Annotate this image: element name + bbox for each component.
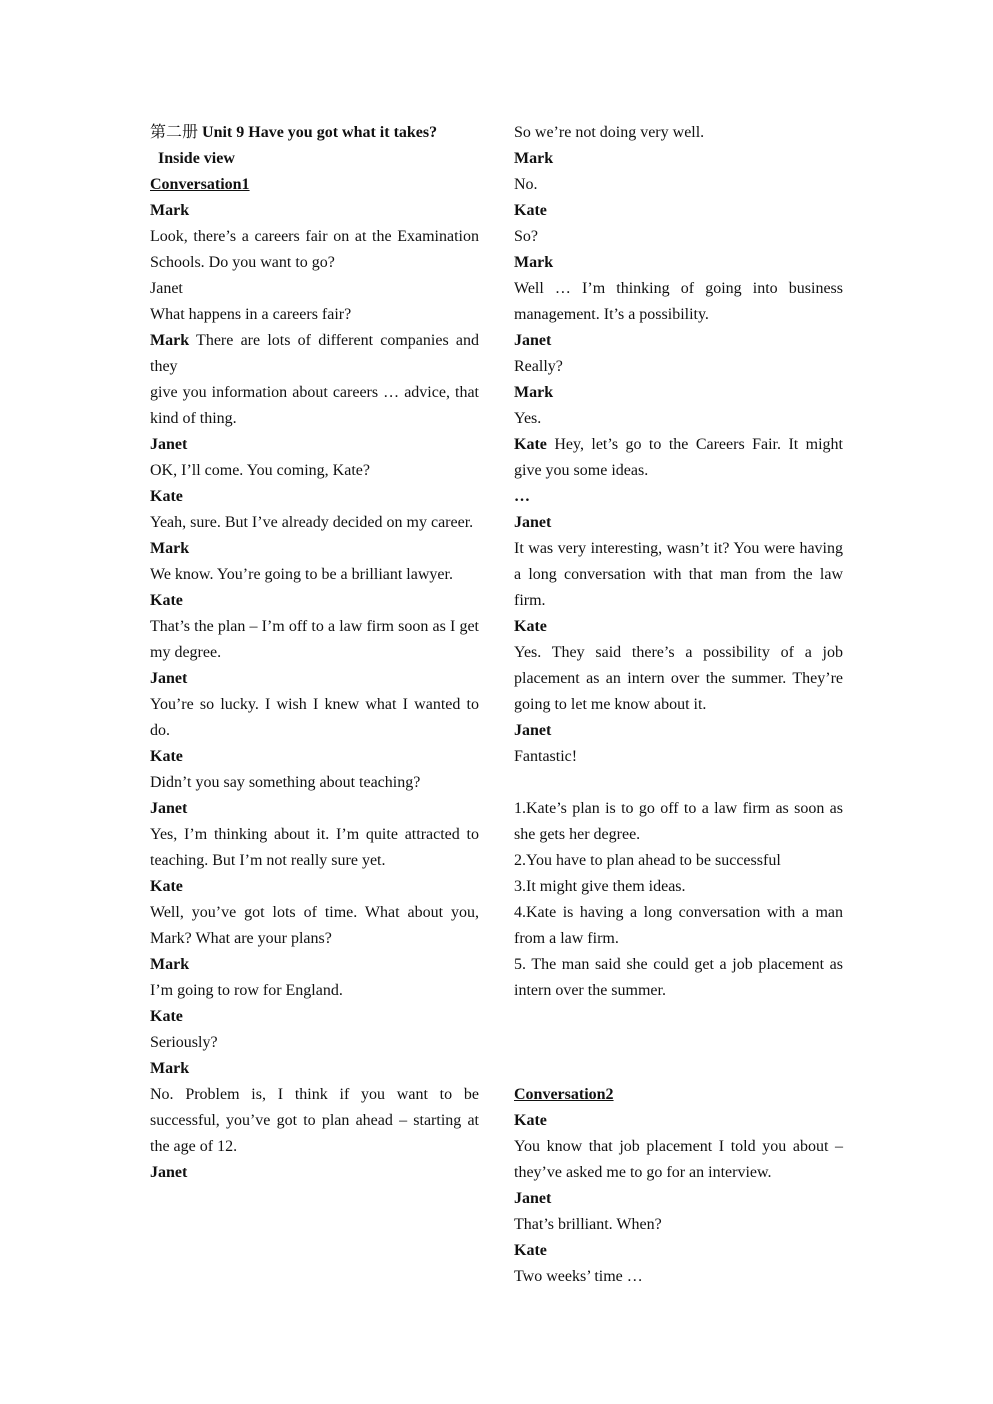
spacer: [514, 1004, 843, 1056]
speaker-name: Kate: [514, 618, 547, 635]
dialogue-text: That’s the plan – I’m off to a law firm soon as I get my degree.: [150, 618, 479, 661]
speaker-name: Mark: [514, 254, 554, 271]
speaker-name: Janet: [150, 670, 188, 687]
speaker-name: Kate: [150, 1008, 183, 1025]
speaker-name: Janet: [150, 800, 188, 817]
dialogue-text: Yes.: [514, 410, 542, 427]
dialogue-text: You know that job placement I told you about – they’ve asked me to go for an interview.: [514, 1138, 843, 1181]
speaker-name: Janet: [514, 514, 552, 531]
dialogue-text: There are lots of different companies and they: [150, 332, 479, 375]
speaker-name: …: [514, 488, 530, 505]
statement-item: 5. The man said she could get a job placement as intern over the summer.: [514, 956, 843, 999]
unit-title: Unit 9 Have you got what it takes?: [202, 124, 438, 141]
speaker-name: Mark: [150, 1060, 190, 1077]
speaker-name: Kate: [514, 1112, 547, 1129]
statement-list: [514, 796, 843, 1004]
conversation2-dialogue: [514, 1108, 843, 1290]
spacer: [514, 1056, 843, 1082]
speaker-name: Kate: [150, 592, 183, 609]
right-column: [514, 120, 843, 1290]
dialogue-text: Yeah, sure. But I’ve already decided on my career.: [150, 514, 474, 531]
speaker-name: Kate: [150, 748, 183, 765]
conversation1-right-dialogue: [514, 120, 843, 770]
speaker-name: Kate: [514, 202, 547, 219]
dialogue-text: Two weeks’ time …: [514, 1268, 643, 1285]
speaker-name: Janet: [514, 722, 552, 739]
speaker-name: Janet: [150, 436, 188, 453]
dialogue-text: Fantastic!: [514, 748, 578, 765]
speaker-name: Kate: [514, 436, 547, 453]
dialogue-text: We know. You’re going to be a brilliant lawyer.: [150, 566, 453, 583]
conversation1-heading: Conversation1: [150, 176, 250, 193]
statement-item: 2.You have to plan ahead to be successful: [514, 852, 781, 869]
dialogue-text: So?: [514, 228, 538, 245]
speaker-name: Mark: [150, 956, 190, 973]
dialogue-text: What happens in a careers fair?: [150, 306, 352, 323]
dialogue-text: give you information about careers … advice, that kind of thing.: [150, 384, 479, 427]
dialogue-line: [514, 432, 843, 484]
dialogue-text: Well, you’ve got lots of time. What about you, Mark? What are your plans?: [150, 904, 479, 947]
conversation1-left-dialogue: [150, 198, 479, 1186]
speaker-name: Mark: [150, 332, 190, 349]
dialogue-text: That’s brilliant. When?: [514, 1216, 662, 1233]
speaker-name: Mark: [514, 150, 554, 167]
dialogue-text: No.: [514, 176, 538, 193]
speaker-name: Janet: [150, 280, 183, 297]
dialogue-text: OK, I’ll come. You coming, Kate?: [150, 462, 370, 479]
dialogue-text: So we’re not doing very well.: [514, 124, 705, 141]
dialogue-text: Well … I’m thinking of going into business management. It’s a possibility.: [514, 280, 843, 323]
dialogue-text: It was very interesting, wasn’t it? You were having a long conversation with that man from the law firm.: [514, 540, 843, 609]
dialogue-text: Didn’t you say something about teaching?: [150, 774, 421, 791]
speaker-name: Kate: [150, 878, 183, 895]
dialogue-line: [150, 328, 479, 380]
page-title: [150, 120, 479, 146]
statement-item: 1.Kate’s plan is to go off to a law firm as soon as she gets her degree.: [514, 800, 843, 843]
dialogue-text: Really?: [514, 358, 563, 375]
statement-item: 3.It might give them ideas.: [514, 878, 686, 895]
dialogue-text: I’m going to row for England.: [150, 982, 343, 999]
left-column: [150, 120, 479, 1186]
spacer: [514, 770, 843, 796]
speaker-name: Kate: [150, 488, 183, 505]
speaker-name: Mark: [150, 202, 190, 219]
speaker-name: Mark: [514, 384, 554, 401]
speaker-name: Janet: [150, 1164, 188, 1181]
dialogue-text: No. Problem is, I think if you want to be successful, you’ve got to plan ahead – starting at the age of 12.: [150, 1086, 479, 1155]
speaker-name: Kate: [514, 1242, 547, 1259]
conversation2-heading: Conversation2: [514, 1086, 614, 1103]
dialogue-text: Seriously?: [150, 1034, 218, 1051]
speaker-name: Janet: [514, 1190, 552, 1207]
dialogue-text: Look, there’s a careers fair on at the Examination Schools. Do you want to go?: [150, 228, 479, 271]
speaker-name: Mark: [150, 540, 190, 557]
section-title: Inside view: [158, 150, 235, 167]
dialogue-text: Yes. They said there’s a possibility of a job placement as an intern over the summer. They’re going to let me know about it.: [514, 644, 843, 713]
speaker-name: Janet: [514, 332, 552, 349]
dialogue-text: Hey, let’s go to the Careers Fair. It might give you some ideas.: [514, 436, 844, 479]
book-label: 第二册: [150, 124, 199, 141]
dialogue-text: You’re so lucky. I wish I knew what I wanted to do.: [150, 696, 479, 739]
dialogue-text: Yes, I’m thinking about it. I’m quite attracted to teaching. But I’m not really sure yet.: [150, 826, 479, 869]
statement-item: 4.Kate is having a long conversation with a man from a law firm.: [514, 904, 843, 947]
